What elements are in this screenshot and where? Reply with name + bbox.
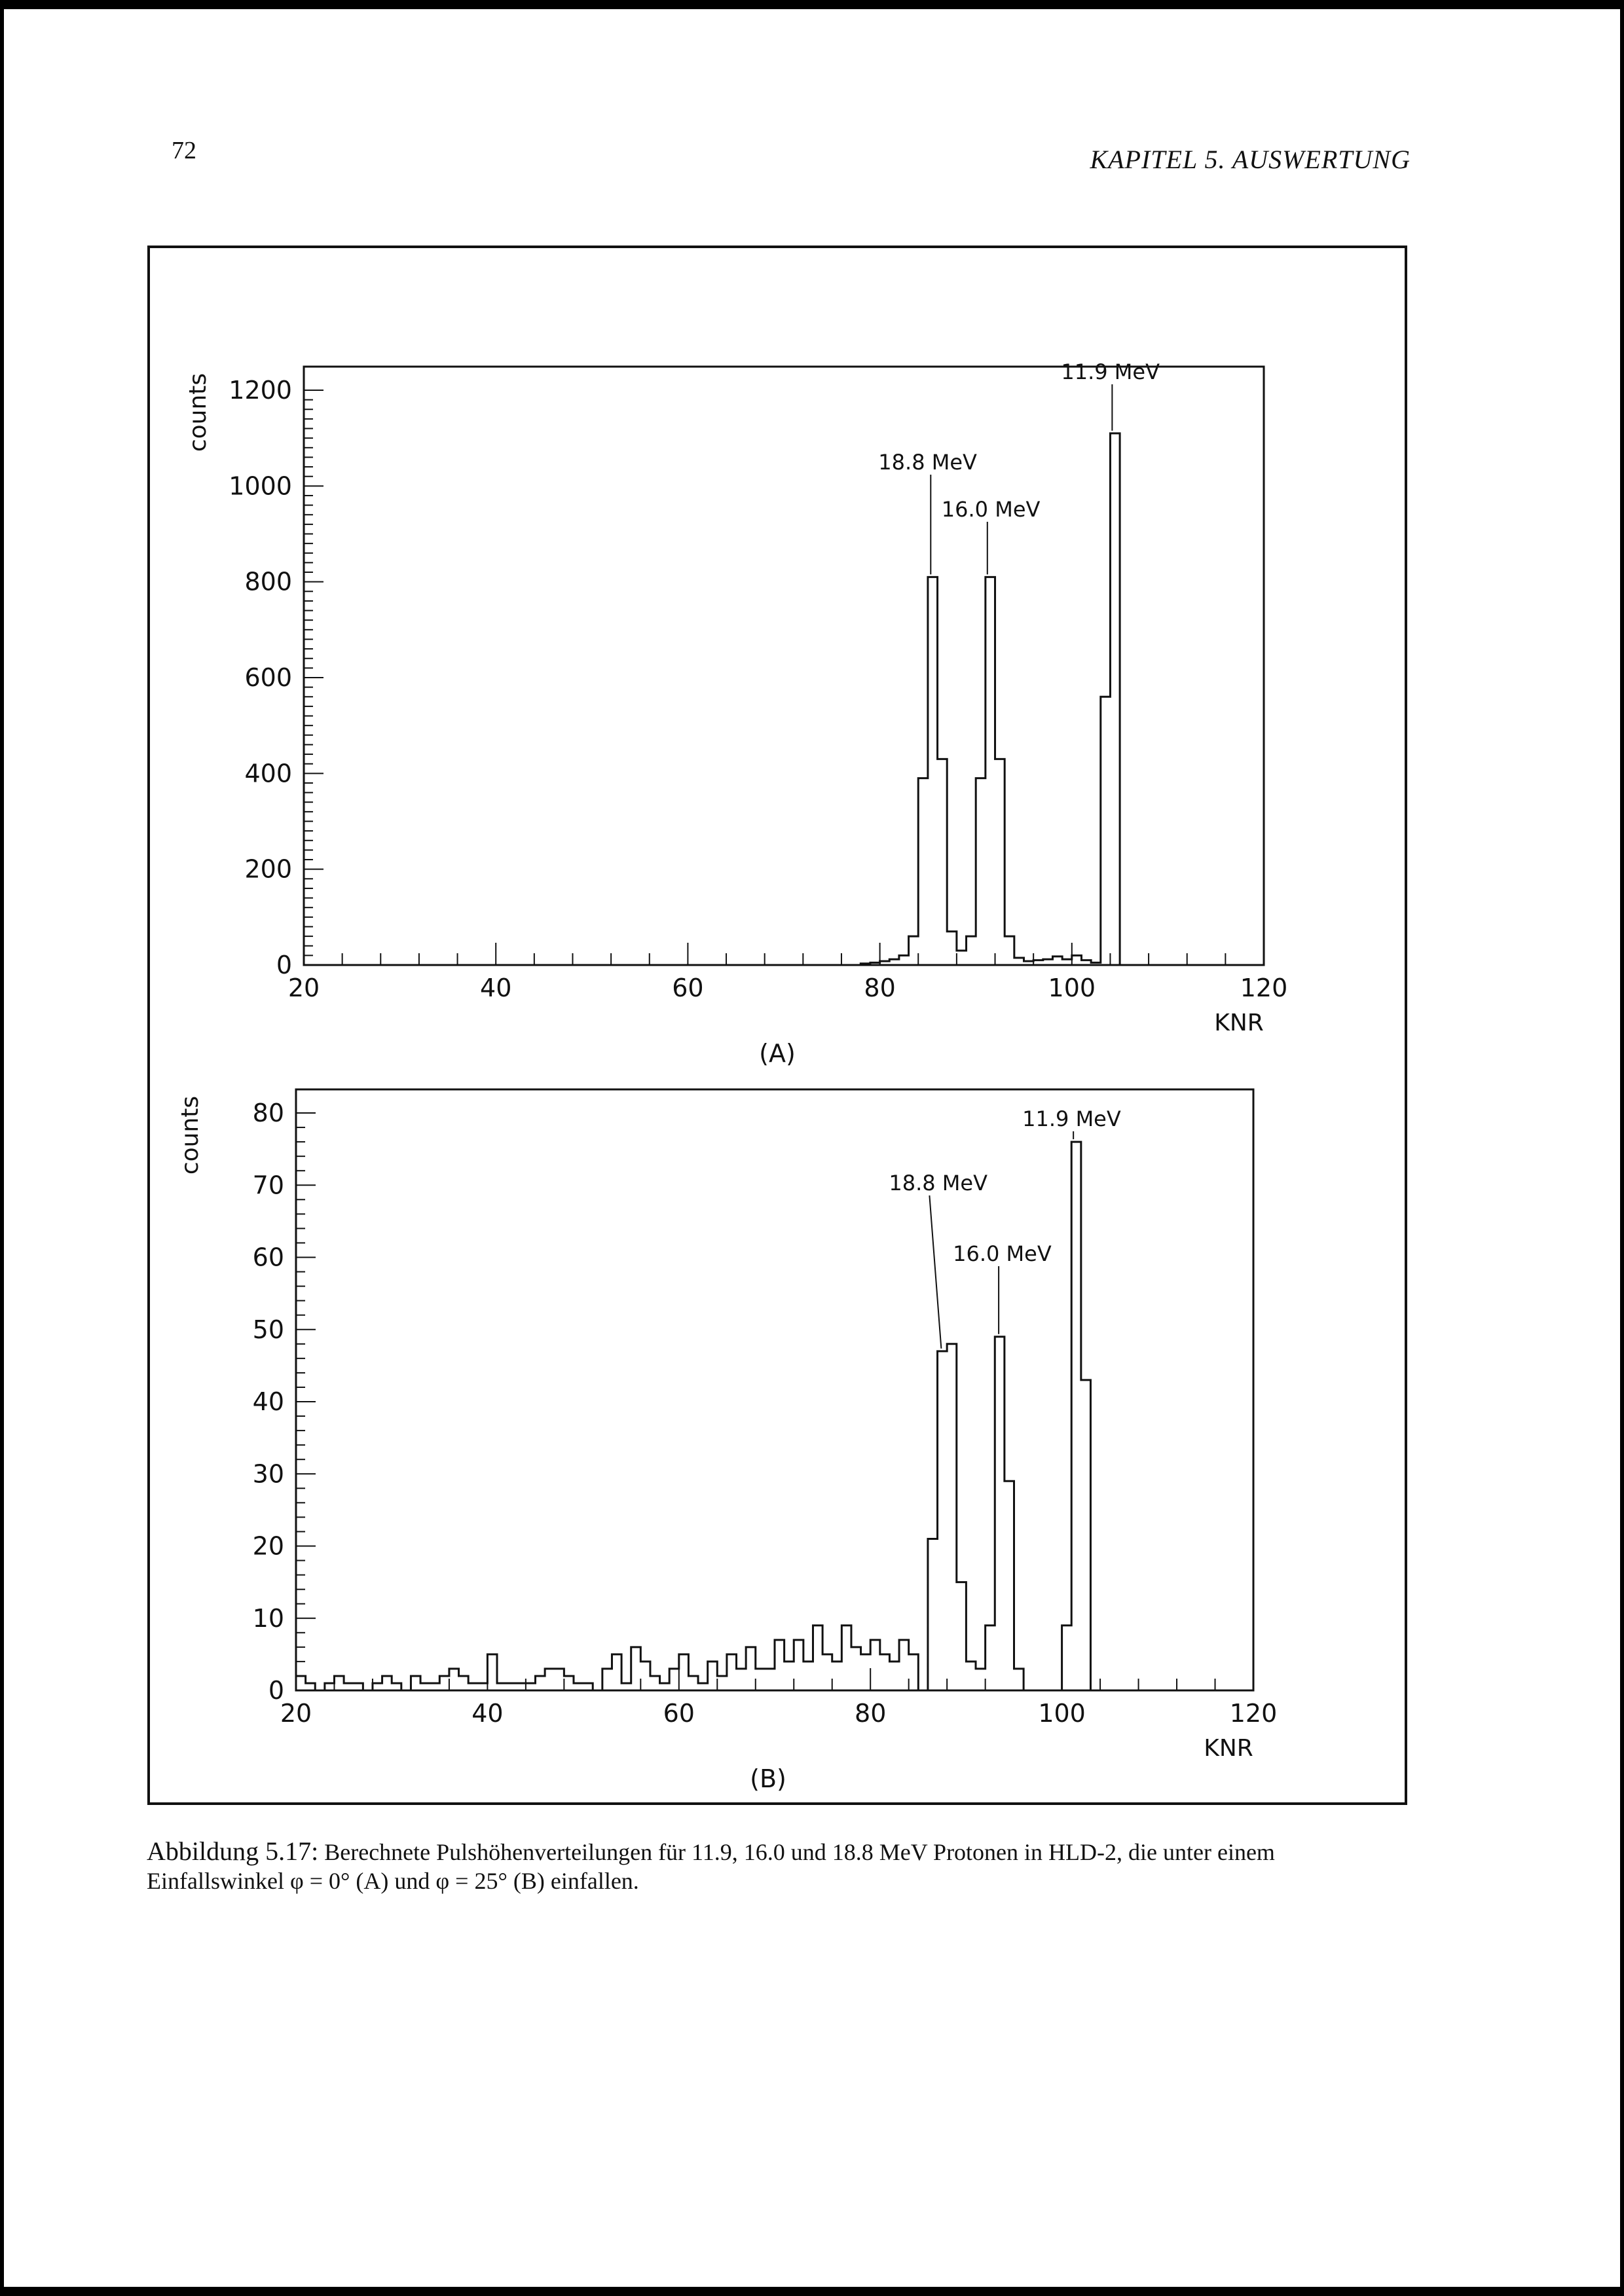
histogram-bin xyxy=(296,1676,306,1690)
histogram-bin xyxy=(938,1351,948,1690)
histogram-bin xyxy=(727,1654,737,1690)
y-tick-label: 600 xyxy=(244,663,292,692)
peak-annotation: 16.0 MeV xyxy=(941,497,1041,522)
histogram-bin xyxy=(1014,958,1024,965)
histogram-bin xyxy=(967,936,976,965)
y-tick-label: 400 xyxy=(244,759,292,788)
page-edge-top xyxy=(0,0,1624,9)
histogram-bin xyxy=(947,932,957,965)
histogram-bin xyxy=(899,1640,909,1690)
histogram-bin xyxy=(976,778,986,965)
histogram-bin xyxy=(574,1683,583,1690)
peak-annotation: 18.8 MeV xyxy=(889,1171,987,1195)
histogram-bin xyxy=(708,1662,718,1690)
plot-frame xyxy=(296,1089,1253,1690)
x-tick-label: 20 xyxy=(287,974,320,1002)
histogram-bin xyxy=(928,1539,938,1690)
y-tick-label: 60 xyxy=(252,1243,284,1272)
histogram-bin xyxy=(555,1669,564,1690)
histogram-bin xyxy=(1071,1142,1081,1690)
histogram-bin xyxy=(602,1669,612,1690)
x-tick-label: 20 xyxy=(280,1699,312,1728)
histogram-bin xyxy=(411,1676,420,1690)
histogram-bin xyxy=(449,1669,459,1690)
histogram-bin xyxy=(918,778,928,965)
y-tick-label: 0 xyxy=(276,951,292,979)
histogram-bin xyxy=(995,759,1005,965)
histogram-bin xyxy=(459,1676,469,1690)
histogram-bin xyxy=(947,1344,957,1690)
histogram-bin xyxy=(679,1654,689,1690)
histogram-bin xyxy=(640,1662,650,1690)
histogram-bin xyxy=(1110,433,1120,965)
panel-label: (B) xyxy=(750,1764,786,1793)
histogram-bin xyxy=(880,1654,890,1690)
histogram-bin xyxy=(354,1683,363,1690)
histogram-bin xyxy=(746,1647,756,1690)
histogram-bin xyxy=(526,1683,536,1690)
histogram-bin xyxy=(344,1683,354,1690)
histogram-bin xyxy=(1072,955,1082,965)
histogram-panel-b xyxy=(177,1089,1277,1793)
histogram-bin xyxy=(909,1654,919,1690)
histogram-bin xyxy=(325,1683,335,1690)
page-edge-right xyxy=(1620,0,1624,2296)
histogram-bin xyxy=(889,1662,899,1690)
histogram-bin xyxy=(986,1626,995,1690)
y-tick-label: 70 xyxy=(252,1171,284,1200)
histogram-bin xyxy=(909,936,919,965)
x-tick-label: 120 xyxy=(1240,974,1288,1002)
histogram-bin xyxy=(1062,1626,1072,1690)
histogram-bin xyxy=(487,1654,497,1690)
histogram-bin xyxy=(468,1683,478,1690)
histogram-bin xyxy=(545,1669,555,1690)
y-tick-label: 0 xyxy=(268,1676,284,1705)
histogram-panel-a xyxy=(185,359,1287,1068)
figure-svg xyxy=(147,245,1408,1806)
histogram-bin xyxy=(870,1640,880,1690)
histogram-bin xyxy=(899,955,909,965)
histogram-bin xyxy=(794,1640,803,1690)
histogram-bin xyxy=(382,1676,392,1690)
x-tick-label: 80 xyxy=(855,1699,887,1728)
peak-annotation: 16.0 MeV xyxy=(953,1241,1052,1266)
x-tick-label: 100 xyxy=(1038,1699,1086,1728)
y-axis-label: counts xyxy=(177,1095,204,1175)
histogram-bin xyxy=(1005,936,1014,965)
histogram-bin xyxy=(841,1626,851,1690)
histogram-bin xyxy=(612,1654,621,1690)
page-edge-bottom xyxy=(0,2287,1624,2296)
histogram-bin xyxy=(564,1676,574,1690)
x-tick-label: 40 xyxy=(480,974,512,1002)
histogram-bin xyxy=(813,1626,822,1690)
histogram-bin xyxy=(430,1683,440,1690)
histogram-bin xyxy=(392,1683,401,1690)
histogram-bin xyxy=(334,1676,344,1690)
histogram-bin xyxy=(765,1669,775,1690)
histogram-bin xyxy=(995,1337,1005,1690)
histogram-bin xyxy=(1005,1481,1014,1690)
peak-annotation: 11.9 MeV xyxy=(1022,1106,1121,1131)
histogram-bin xyxy=(938,759,948,965)
histogram-bin xyxy=(1101,697,1111,965)
histogram-bin xyxy=(957,951,967,965)
histogram-bin xyxy=(803,1662,813,1690)
histogram-bin xyxy=(420,1683,430,1690)
figure-caption xyxy=(147,1837,1408,1895)
histogram-bin xyxy=(832,1662,842,1690)
x-tick-label: 40 xyxy=(471,1699,504,1728)
y-tick-label: 50 xyxy=(252,1315,284,1344)
y-axis-label: counts xyxy=(185,373,212,452)
x-axis-label: KNR xyxy=(1214,1010,1264,1036)
panel-label: (A) xyxy=(759,1039,796,1068)
histogram-bin xyxy=(507,1683,517,1690)
histogram-bin xyxy=(756,1669,766,1690)
y-tick-label: 40 xyxy=(252,1387,284,1416)
caption-text: Berechnete Pulshöhenverteilungen für 11.9, 16.0 und 18.8 MeV Protonen in HLD-2, die unter einem Einfallswinkel φ = 0° (A) und φ = 25° (B) einfallen. xyxy=(147,1839,1275,1894)
histogram-bin xyxy=(688,1676,698,1690)
histogram-bin xyxy=(851,1647,861,1690)
histogram-bin xyxy=(976,1669,986,1690)
histogram-bin xyxy=(957,1582,967,1690)
histogram-bin xyxy=(583,1683,593,1690)
histogram-bin xyxy=(1014,1669,1024,1690)
histogram-bin xyxy=(775,1640,784,1690)
y-tick-label: 1200 xyxy=(229,376,292,405)
histogram-bin xyxy=(516,1683,526,1690)
y-tick-label: 10 xyxy=(252,1603,284,1633)
histogram-bin xyxy=(784,1662,794,1690)
y-tick-label: 20 xyxy=(252,1531,284,1561)
page-number: 72 xyxy=(172,137,196,164)
histogram-bin xyxy=(373,1683,382,1690)
histogram-bin xyxy=(737,1669,747,1690)
x-tick-label: 100 xyxy=(1048,974,1096,1002)
histogram-bin xyxy=(660,1683,670,1690)
x-tick-label: 80 xyxy=(864,974,896,1002)
histogram-bin xyxy=(1081,1380,1091,1690)
running-head: KAPITEL 5. AUSWERTUNG xyxy=(1090,145,1411,174)
histogram-bin xyxy=(861,1654,871,1690)
histogram-bin xyxy=(669,1669,679,1690)
y-tick-label: 800 xyxy=(244,567,292,596)
histogram-bin xyxy=(497,1683,507,1690)
y-tick-label: 200 xyxy=(244,854,292,884)
x-tick-label: 60 xyxy=(663,1699,695,1728)
histogram-bin xyxy=(306,1683,316,1690)
histogram-bin xyxy=(536,1676,545,1690)
figure xyxy=(147,245,1408,1806)
x-tick-label: 60 xyxy=(672,974,704,1002)
histogram-bin xyxy=(478,1683,488,1690)
histogram-bin xyxy=(631,1647,641,1690)
y-tick-label: 80 xyxy=(252,1099,284,1127)
y-tick-label: 1000 xyxy=(229,471,292,501)
histogram-outline xyxy=(296,1142,1100,1690)
x-axis-label: KNR xyxy=(1204,1735,1253,1762)
page-edge-left xyxy=(0,0,4,2296)
caption-label: Abbildung 5.17: xyxy=(147,1836,319,1866)
x-tick-label: 120 xyxy=(1229,1699,1278,1728)
histogram-bin xyxy=(1052,957,1062,965)
histogram-bin xyxy=(650,1676,660,1690)
peak-annotation: 18.8 MeV xyxy=(878,450,977,475)
histogram-bin xyxy=(966,1662,976,1690)
histogram-bin xyxy=(698,1683,708,1690)
peak-leader-line xyxy=(929,1195,941,1349)
histogram-bin xyxy=(717,1676,727,1690)
histogram-bin xyxy=(822,1654,832,1690)
histogram-bin xyxy=(986,577,995,965)
histogram-bin xyxy=(928,577,938,965)
y-tick-label: 30 xyxy=(252,1459,284,1489)
histogram-bin xyxy=(439,1676,449,1690)
histogram-bin xyxy=(621,1683,631,1690)
peak-annotation: 11.9 MeV xyxy=(1061,359,1160,384)
